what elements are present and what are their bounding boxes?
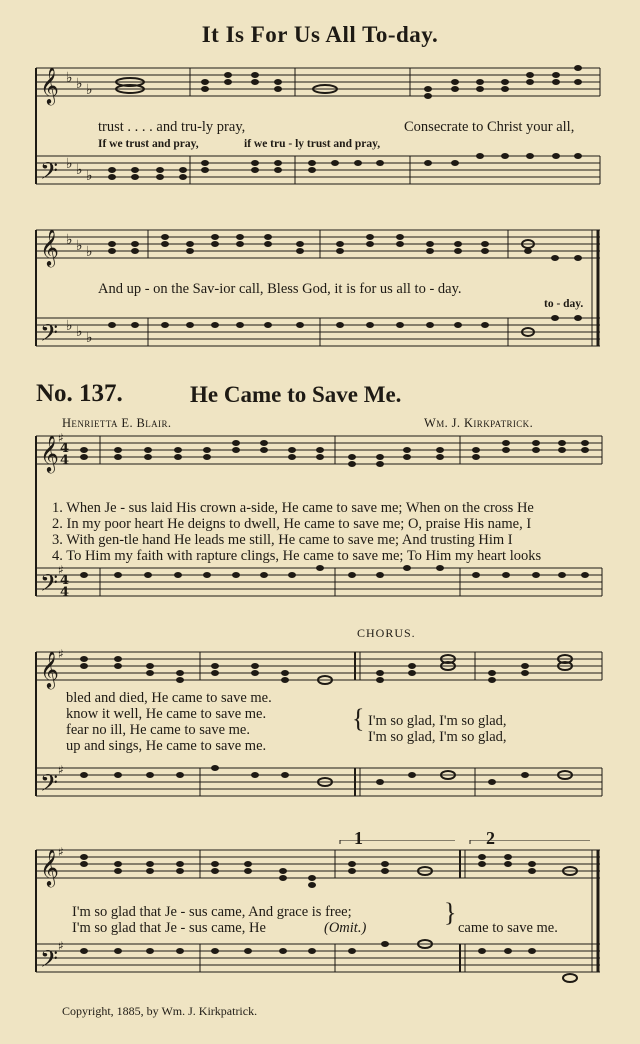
svg-text:♭: ♭ (76, 76, 83, 92)
top-line1-lyrics: trust . . . . and tru-ly pray, (98, 119, 246, 135)
omit-marker: (Omit.) (324, 920, 367, 936)
svg-text:♯: ♯ (58, 431, 64, 445)
final-brace: } (444, 898, 457, 927)
svg-text:4: 4 (60, 585, 70, 600)
svg-text:4: 4 (60, 441, 70, 456)
svg-text:♭: ♭ (66, 318, 73, 334)
copyright-notice: Copyright, 1885, by Wm. J. Kirkpatrick. (62, 1004, 258, 1018)
svg-text:♭: ♭ (76, 162, 83, 178)
svg-text:♭: ♭ (86, 82, 93, 98)
svg-text:𝄞: 𝄞 (40, 66, 59, 104)
chorus-lyrics-1: I'm so glad, I'm so glad, (368, 713, 507, 729)
svg-text:𝄢: 𝄢 (40, 157, 59, 190)
top-bass-lyrics-b: if we tru - ly trust and pray, (244, 138, 381, 150)
svg-text:♯: ♯ (58, 647, 64, 661)
svg-text:♭: ♭ (86, 168, 93, 184)
cont-verse-2: know it well, He came to save me. (66, 706, 267, 722)
chorus-brace-1: { (352, 704, 365, 733)
composer-credit: Wm. J. Kirkpatrick. (424, 416, 534, 430)
final-line-1: I'm so glad that Je - sus came, And grace is free; (72, 904, 352, 920)
svg-text:𝄞: 𝄞 (40, 848, 59, 886)
top-line2-lyrics: And up - on the Sav-ior call, Bless God, it is for us all to - day. (98, 281, 462, 297)
svg-text:𝄞: 𝄞 (40, 650, 59, 688)
svg-text:♭: ♭ (86, 330, 93, 346)
final-end-lyrics: came to save me. (458, 920, 558, 936)
svg-text:4: 4 (60, 573, 70, 588)
svg-text:♯: ♯ (58, 939, 64, 953)
hymn-title: He Came to Save Me. (190, 382, 402, 407)
verse-3: 3. With gen-tle hand He leads me still, He came to save me; And trusting Him I (52, 532, 513, 548)
chorus-label: CHORUS. (357, 626, 416, 640)
verse-1: 1. When Je - sus laid His crown a-side, He came to save me; When on the cross He (52, 500, 534, 516)
svg-text:♭: ♭ (66, 70, 73, 86)
final-line-2: I'm so glad that Je - sus came, He (72, 920, 266, 936)
top-hymn-title: It Is For Us All To-day. (201, 22, 439, 47)
chorus-lyrics-2: I'm so glad, I'm so glad, (368, 729, 507, 745)
svg-text:𝄞: 𝄞 (40, 228, 59, 266)
svg-text:𝄞: 𝄞 (40, 434, 59, 472)
svg-text:♭: ♭ (86, 244, 93, 260)
cont-verse-4: up and sings, He came to save me. (66, 738, 267, 754)
verse-4: 4. To Him my faith with rapture clings, He came to save me; To Him my heart looks (52, 548, 542, 564)
svg-text:𝄢: 𝄢 (40, 569, 59, 602)
top-line2-bass-lyrics: to - day. (544, 298, 584, 310)
svg-text:♭: ♭ (76, 324, 83, 340)
cont-verse-1: bled and died, He came to save me. (66, 690, 272, 706)
svg-text:♭: ♭ (66, 232, 73, 248)
svg-text:♭: ♭ (66, 156, 73, 172)
svg-text:♯: ♯ (58, 763, 64, 777)
verse-2: 2. In my poor heart He deigns to dwell, He came to save me; O, praise His name, I (52, 516, 532, 532)
svg-text:♭: ♭ (76, 238, 83, 254)
svg-text:𝄢: 𝄢 (40, 945, 59, 978)
svg-text:♯: ♯ (58, 845, 64, 859)
svg-text:𝄢: 𝄢 (40, 319, 59, 352)
author-credit: Henrietta E. Blair. (62, 416, 172, 430)
svg-text:4: 4 (60, 453, 70, 468)
cont-verse-3: fear no ill, He came to save me. (66, 722, 250, 738)
ending-2-number: 2 (486, 828, 495, 848)
svg-text:𝄢: 𝄢 (40, 769, 59, 802)
svg-text:♯: ♯ (58, 563, 64, 577)
top-bass-lyrics-a: If we trust and pray, (98, 138, 199, 150)
ending-1-number: 1 (354, 828, 363, 848)
hymn-number: No. 137. (36, 380, 123, 407)
top-line1-right-lyrics: Consecrate to Christ your all, (404, 119, 575, 135)
